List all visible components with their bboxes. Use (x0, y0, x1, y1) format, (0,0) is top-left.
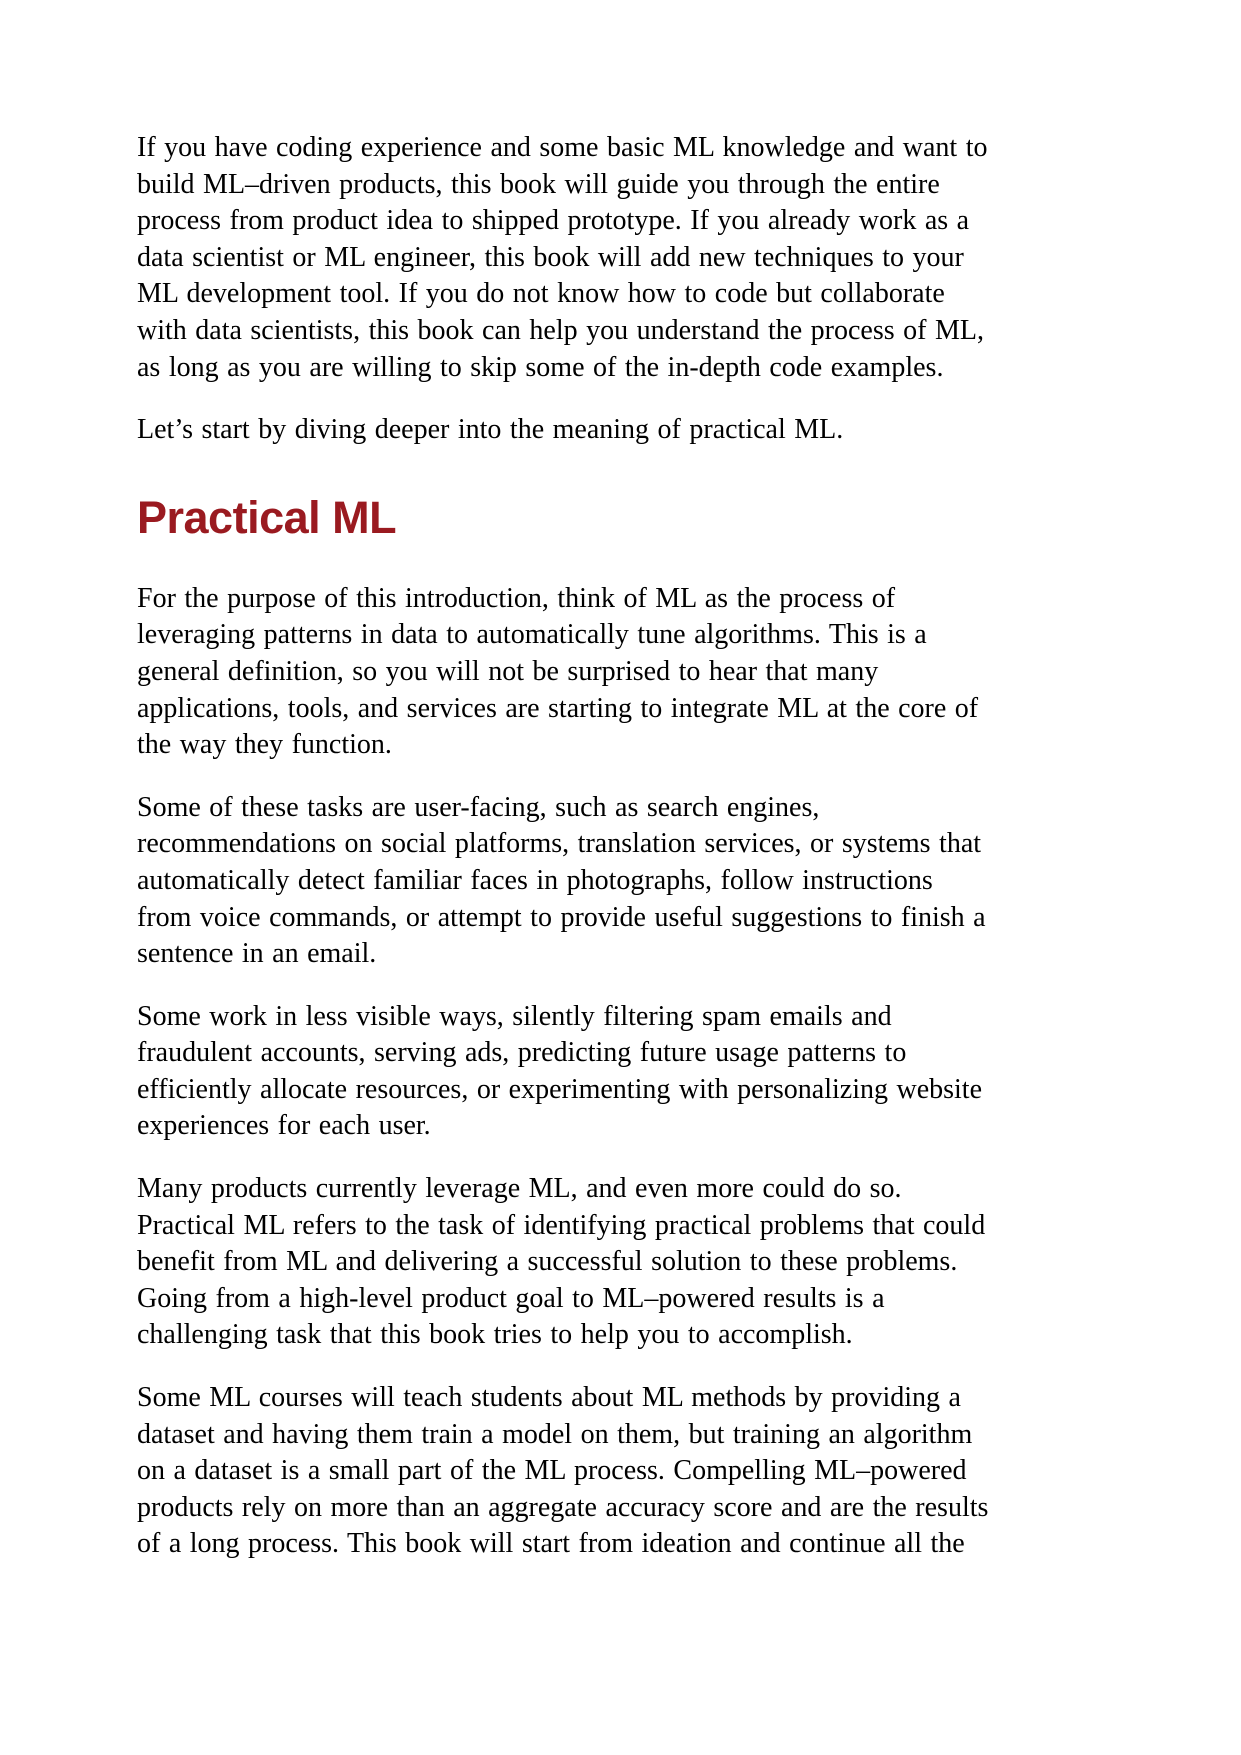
text-line: Going from a high-level product goal to ML–powered results is a (137, 1282, 885, 1314)
text-line: products rely on more than an aggregate accuracy score and are the results (137, 1491, 989, 1523)
text-line: Let’s start by diving deeper into the meaning of practical ML. (137, 414, 844, 446)
text-line: Some work in less visible ways, silently filtering spam emails and (137, 1000, 892, 1032)
paragraph-intro-audience (137, 130, 1141, 386)
paragraph-user-facing-tasks (137, 790, 1141, 973)
text-line: experiences for each user. (137, 1110, 431, 1142)
text-line: sentence in an email. (137, 938, 377, 970)
text-line: Some ML courses will teach students about ML methods by providing a (137, 1382, 961, 1414)
paragraph-less-visible-tasks (137, 999, 1141, 1145)
text-line: recommendations on social platforms, translation services, or systems that (137, 828, 982, 860)
section-heading: Practical ML (137, 491, 397, 543)
text-line: ML development tool. If you do not know how to code but collaborate (137, 278, 945, 310)
text-line: from voice commands, or attempt to provide useful suggestions to finish a (137, 901, 986, 933)
text-line: the way they function. (137, 729, 392, 761)
paragraph-practical-ml-definition (137, 581, 1141, 764)
text-line: build ML–driven products, this book will guide you through the entire (137, 168, 940, 200)
text-line: benefit from ML and delivering a successful solution to these problems. (137, 1246, 958, 1278)
text-line: fraudulent accounts, serving ads, predicting future usage patterns to (137, 1037, 907, 1069)
text-line: with data scientists, this book can help you understand the process of ML, (137, 314, 984, 346)
text-line: For the purpose of this introduction, think of ML as the process of (137, 582, 896, 614)
text-line: automatically detect familiar faces in photographs, follow instructions (137, 864, 933, 896)
text-line: dataset and having them train a model on them, but training an algorithm (137, 1418, 973, 1450)
text-line: of a long process. This book will start from ideation and continue all the (137, 1528, 965, 1560)
text-line: data scientist or ML engineer, this book will add new techniques to your (137, 241, 964, 273)
text-line: Practical ML refers to the task of identifying practical problems that could (137, 1209, 986, 1241)
text-line: process from product idea to shipped prototype. If you already work as a (137, 205, 970, 237)
text-line: applications, tools, and services are starting to integrate ML at the core of (137, 692, 979, 724)
paragraph-many-products (137, 1171, 1141, 1354)
paragraph-ml-courses (137, 1380, 1141, 1563)
text-line: If you have coding experience and some basic ML knowledge and want to (137, 132, 988, 163)
text-line: leveraging patterns in data to automatically tune algorithms. This is a (137, 619, 927, 651)
text-line: general definition, so you will not be surprised to hear that many (137, 655, 879, 687)
text-line: on a dataset is a small part of the ML process. Compelling ML–powered (137, 1455, 967, 1487)
text-line: Many products currently leverage ML, and even more could do so. (137, 1173, 902, 1205)
text-line: Some of these tasks are user-facing, such as search engines, (137, 791, 820, 823)
text-line: efficiently allocate resources, or experimenting with personalizing website (137, 1073, 983, 1105)
text-line: as long as you are willing to skip some of the in-depth code examples. (137, 351, 944, 383)
paragraph-transition (137, 412, 1141, 449)
text-line: challenging task that this book tries to help you to accomplish. (137, 1319, 853, 1351)
